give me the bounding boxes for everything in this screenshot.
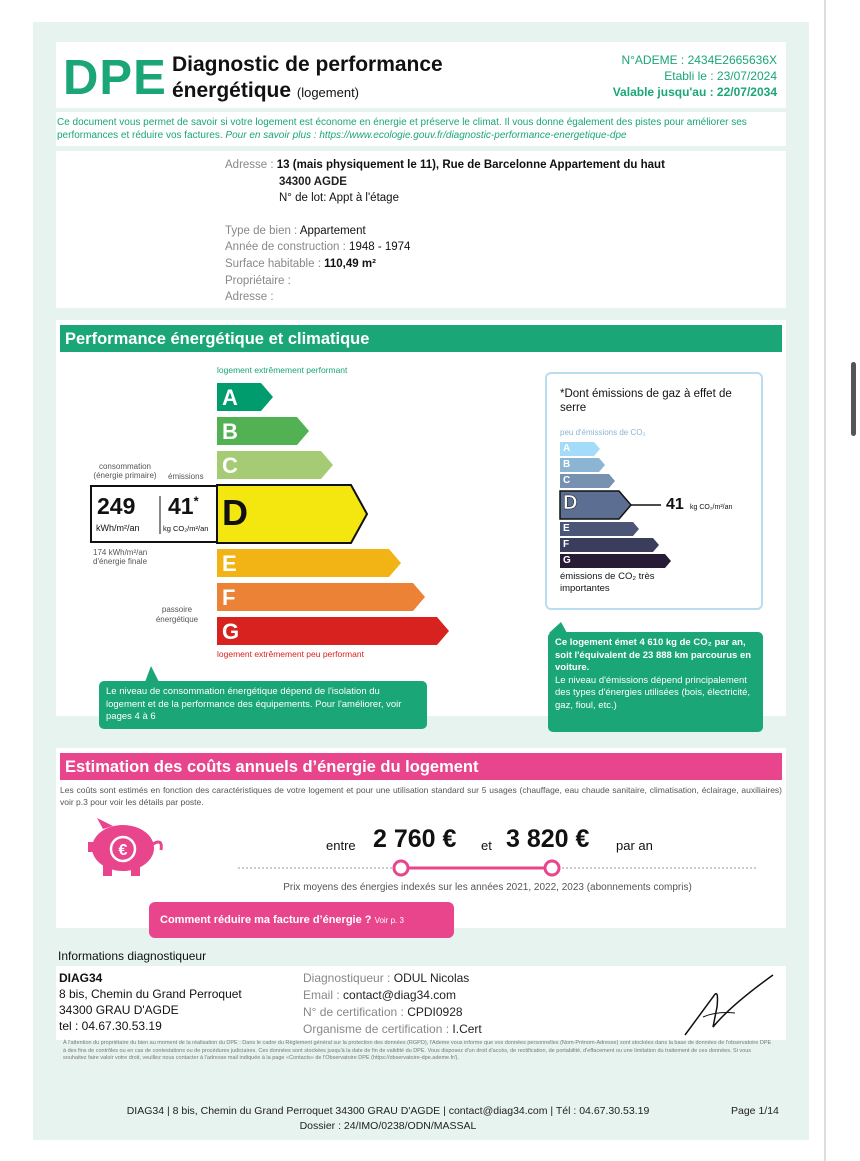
ges-low-label: peu d'émissions de CO₂: [560, 428, 646, 437]
page-edge: [824, 0, 826, 1161]
email-label: Email :: [303, 988, 340, 1002]
reduce-bill-label: Comment réduire ma facture d’énergie ?: [160, 914, 372, 926]
type-label: Type de bien :: [225, 225, 298, 237]
ges-tip-text: Le niveau d'émissions dépend principalement des types d'énergies utilisées (bois, électricité, gaz, fioul, etc.): [555, 674, 751, 711]
ges-class-a: A: [563, 443, 571, 454]
consumption-label: consommation (énergie primaire): [93, 462, 157, 480]
costs-section-title: Estimation des coûts annuels d’énergie du logement: [60, 753, 782, 780]
address-line2: 34300 AGDE: [279, 176, 347, 188]
surface-label: Surface habitable :: [225, 258, 321, 270]
lot-number: N° de lot: Appt à l'étage: [279, 192, 399, 204]
document-title-suffix: (logement): [296, 85, 360, 100]
ges-title: *Dont émissions de gaz à effet de serre: [560, 388, 732, 414]
surface-value: 110,49 m²: [324, 258, 376, 270]
energy-class-d: D: [222, 492, 248, 533]
owner-address-label: Adresse :: [225, 291, 274, 303]
costs-et: et: [481, 838, 492, 853]
energy-class-f: F: [222, 585, 236, 610]
certification-row: [303, 1005, 463, 1019]
top-scale-label: logement extrêmement performant: [217, 365, 348, 375]
energy-class-b: B: [222, 419, 238, 444]
ges-high-label: émissions de CO₂ très importantes: [560, 571, 655, 594]
issue-date: Etabli le : 23/07/2024: [664, 69, 777, 83]
passoire-label: passoire énergétique: [155, 605, 199, 624]
valid-until: Valable jusqu'au : 22/07/2034: [612, 85, 777, 99]
dpe-logo: DPE: [63, 51, 167, 105]
reduce-bill-ref: Voir p. 3: [374, 916, 404, 925]
energy-class-a: A: [222, 385, 238, 410]
company-tel: tel : 04.67.30.53.19: [59, 1019, 162, 1033]
costs-price-note: Prix moyens des énergies indexés sur les années 2021, 2022, 2023 (abonnements compris): [283, 882, 692, 893]
document-title-main: énergétique: [172, 79, 292, 102]
organisme-row: [303, 1022, 482, 1036]
company-address2: 34300 GRAU D'AGDE: [59, 1003, 179, 1017]
final-energy: 174 kWh/m²/an d'énergie finale: [93, 548, 148, 566]
range-max-marker: [545, 861, 559, 875]
costs-entre: entre: [326, 838, 356, 853]
range-min-marker: [394, 861, 408, 875]
organisme-value: I.Cert: [452, 1022, 482, 1036]
company-name: DIAG34: [59, 971, 103, 985]
costs-range-svg: [33, 22, 809, 902]
consumption-unit: kWh/m²/an: [96, 523, 140, 533]
costs-par-an: par an: [616, 838, 653, 853]
energy-class-c: C: [222, 453, 238, 478]
energy-tip: Le niveau de consommation énergétique dépend de l'isolation du logement et de la performance des équipements. Pour l'améliorer, voir pages 4 à 6: [99, 681, 427, 729]
ges-class-b: B: [563, 459, 571, 470]
ges-value: 41: [666, 496, 684, 513]
diagnostician-value: ODUL Nicolas: [393, 971, 470, 985]
document-title-line1: Diagnostic de performance: [172, 53, 443, 76]
legal-notice: À l'attention du propriétaire du bien au moment de la réalisation du DPE : Dans le cadre du Règlement général sur la protection des données (RGPD), l'Ademe vous informe que vos données personnelles (Nom-Prénom-Adresse) sont stockées dans la base de données de l'observatoire DPE à des fins de contrôles ou en cas de contestations ou de procédures judiciaires. Ces données sont stockées jusqu'à la date de fin de validité du DPE. Vous disposez d'un droit d'accès, de rectification, de portabilité, d'effacement ou une limitation du traitement de ces données. Si vous souhaitez faire valoir votre droit, veuillez nous contacter à l'adresse mail indiquée à la page «Contacts» de l'Observatoire DPE (https://observatoire-dpe.ademe.fr/).: [63, 1040, 772, 1061]
certification-value: CPDI0928: [407, 1005, 463, 1019]
ges-class-c: C: [563, 475, 571, 486]
emissions-number: 41: [168, 493, 194, 519]
type-value: Appartement: [299, 225, 366, 237]
costs-max: 3 820 €: [506, 825, 590, 853]
intro-main: Ce document vous permet de savoir si votre logement est économe en énergie et préserve le climat. Il vous donne également des pistes pour améliorer ses performances et réduire vos factures.: [57, 117, 747, 141]
performance-section-title: Performance énergétique et climatique: [60, 325, 782, 352]
energy-class-g: G: [222, 619, 240, 644]
ges-class-f: F: [563, 539, 570, 550]
svg-text:€: €: [118, 842, 128, 859]
certification-label: N° de certification :: [303, 1005, 404, 1019]
address-line1: 13 (mais physiquement le 11), Rue de Barcelonne Appartement du haut: [276, 159, 665, 171]
ges-class-d: D: [563, 492, 578, 514]
footer-line1: DIAG34 | 8 bis, Chemin du Grand Perroquet 34300 GRAU D'AGDE | contact@diag34.com | Tél : 04.67.30.53.19: [126, 1105, 650, 1117]
diagnostician-label: Diagnostiqueur :: [303, 971, 391, 985]
emissions-label: émissions: [168, 472, 204, 481]
consumption-value: 249: [97, 493, 136, 519]
emissions-star: *: [193, 493, 199, 509]
costs-description: Les coûts sont estimés en fonction des caractéristiques de votre logement et pour une utilisation standard sur 5 usages (chauffage, eau chaude sanitaire, climatisation, éclairage, auxiliaires) voir p.3 pour voir les détails par poste.: [60, 785, 782, 807]
owner-label: Propriétaire :: [225, 275, 291, 287]
ges-unit: kg CO₂/m²/an: [690, 504, 733, 511]
ges-class-e: E: [563, 523, 570, 534]
year-value: 1948 - 1974: [349, 241, 411, 253]
ges-tip-bold: Ce logement émet 4 610 kg de CO₂ par an, soit l'équivalent de 23 888 km parcourus en voiture.: [555, 637, 752, 673]
emissions-unit: kg CO₂/m²/an: [163, 524, 209, 533]
bottom-scale-label: logement extrêmement peu performant: [217, 649, 364, 659]
diagnostician-row: [303, 971, 469, 985]
footer-line2: Dossier : 24/IMO/0238/ODN/MASSAL: [299, 1120, 477, 1132]
signature-image: [673, 967, 783, 1039]
company-address1: 8 bis, Chemin du Grand Perroquet: [59, 987, 242, 1001]
email-value[interactable]: contact@diag34.com: [343, 988, 456, 1002]
intro-link[interactable]: Pour en savoir plus : https://www.ecologie.gouv.fr/diagnostic-performance-energetique-dpe: [225, 130, 627, 141]
ges-class-g: G: [563, 555, 571, 566]
address-label: Adresse :: [225, 159, 274, 171]
email-row: [303, 988, 456, 1002]
diagnostician-section-title: Informations diagnostiqueur: [58, 949, 207, 963]
ademe-number: N°ADEME : 2434E2665636X: [621, 53, 777, 67]
scrollbar-thumb[interactable]: [851, 362, 856, 436]
reduce-bill-button[interactable]: [149, 902, 454, 938]
document-page: [33, 22, 809, 1140]
year-label: Année de construction :: [225, 241, 346, 253]
costs-min: 2 760 €: [373, 825, 457, 853]
page-number: Page 1/14: [731, 1105, 779, 1117]
organisme-label: Organisme de certification :: [303, 1022, 450, 1036]
energy-class-e: E: [222, 551, 237, 576]
